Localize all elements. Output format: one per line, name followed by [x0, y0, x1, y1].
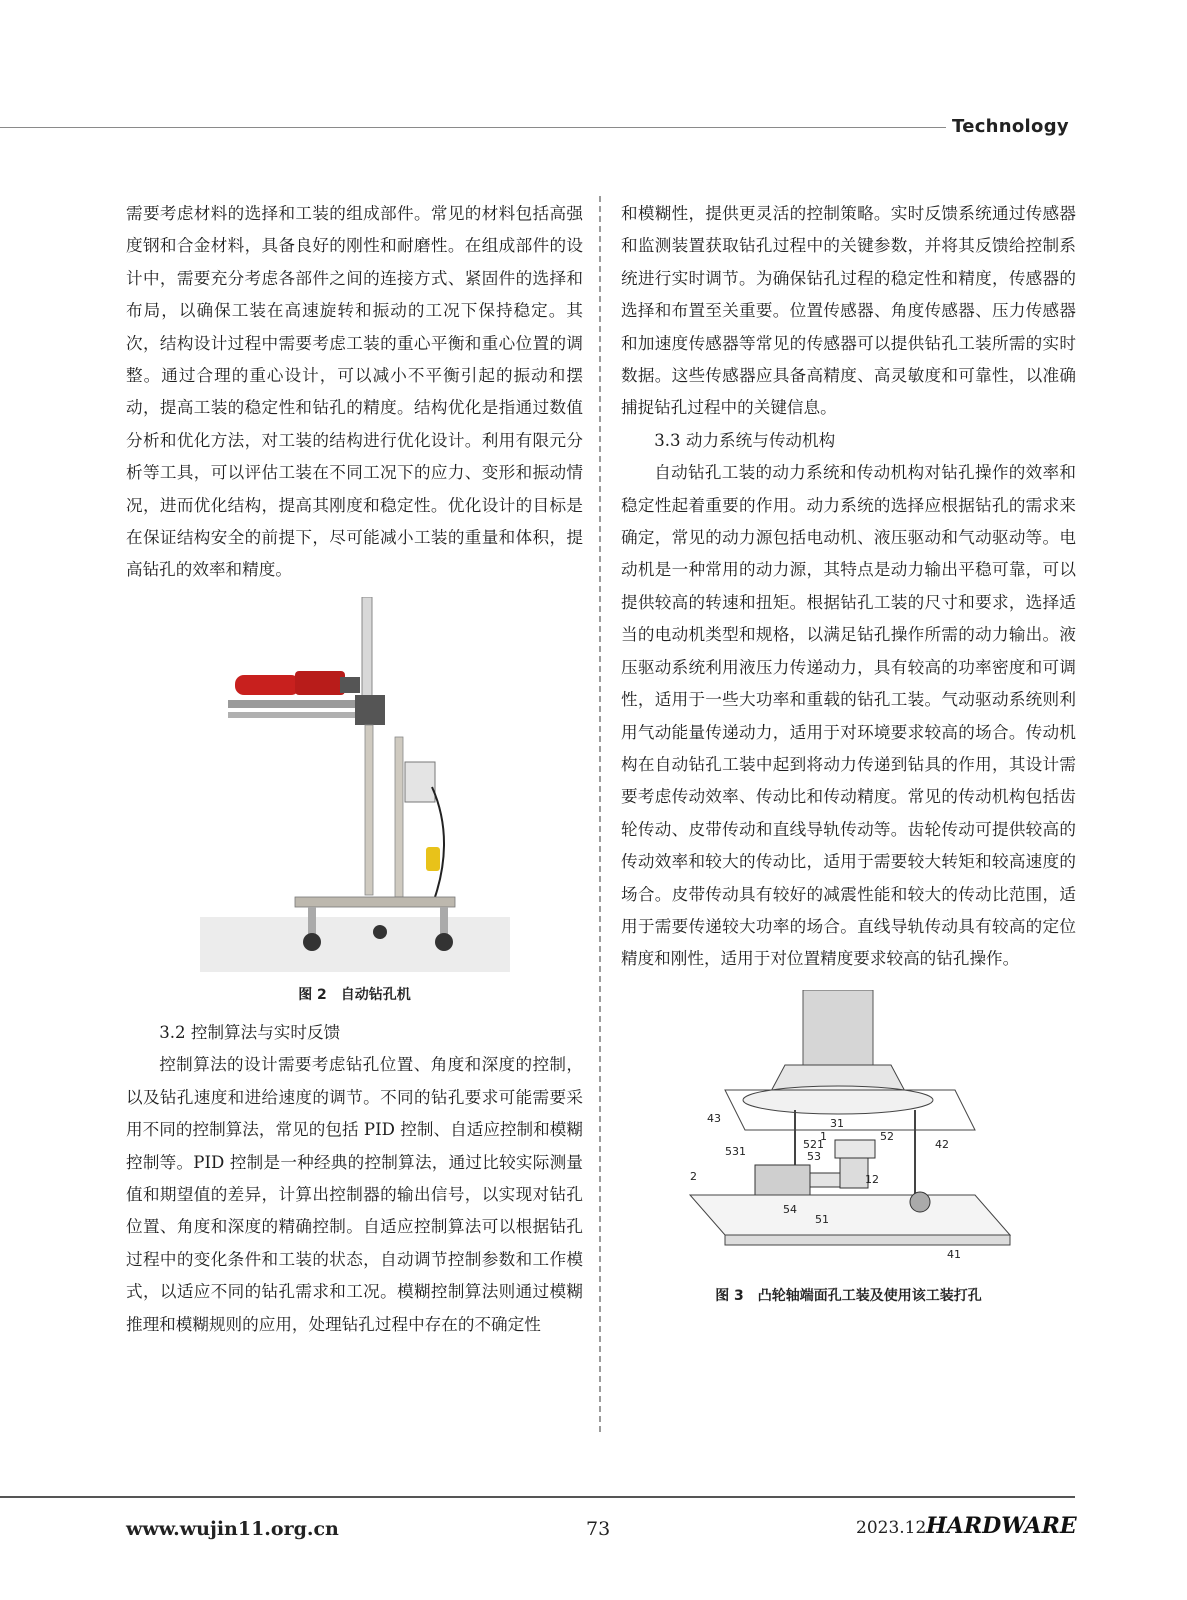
column-divider	[599, 196, 601, 1432]
callout-label: 12	[865, 1172, 879, 1186]
figure-2	[126, 587, 583, 1017]
callout-label: 521	[803, 1137, 824, 1151]
drilling-machine-photo	[200, 597, 510, 972]
footer-rule	[0, 1496, 1075, 1498]
fixture-drawing	[685, 990, 1015, 1265]
section-heading-3-3: 3.3 动力系统与传动机构	[654, 430, 836, 450]
section-header: Technology	[952, 116, 1069, 137]
magazine-name: HARDWARE	[926, 1513, 1077, 1539]
callout-label: 42	[935, 1137, 949, 1151]
paragraph: 和模糊性，提供更灵活的控制策略。实时反馈系统通过传感器和监测装置获取钻孔过程中的关键参数，并将其反馈给控制系统进行实时调节。为确保钻孔过程的稳定性和精度，传感器的选择和布置至关重要。位置传感器、角度传感器、压力传感器和加速度传感器等常见的传感器可以提供钻孔工装所需的实时数据。这些传感器应具备高精度、高灵敏度和可靠性，以准确捕捉钻孔过程中的关键信息。	[621, 204, 1076, 418]
callout-label: 51	[815, 1212, 829, 1226]
callout-label: 31	[830, 1116, 844, 1130]
callout-label: 1	[820, 1129, 827, 1143]
callout-label: 53	[807, 1149, 821, 1163]
page-number: 73	[586, 1518, 611, 1540]
callout-label: 43	[707, 1111, 721, 1125]
paragraph: 控制算法的设计需要考虑钻孔位置、角度和深度的控制，以及钻孔速度和进给速度的调节。不同的钻孔要求可能需要采用不同的控制算法，常见的包括 PID 控制、自适应控制和模糊控制等。PID 控制是一种经典的控制算法，通过比较实际测量值和期望值的差异，计算出控制器的输出信号，以实现对钻孔位置、角度和深度的精确控制。自适应控制算法可以根据钻孔过程中的变化条件和工装的状态，自动调节控制参数和工作模式，以适应不同的钻孔需求和工况。模糊控制算法则通过模糊推理和模糊规则的应用，处理钻孔过程中存在的不确定性	[126, 1055, 583, 1334]
callout-label: 54	[783, 1202, 797, 1216]
callout-label: 41	[947, 1247, 961, 1261]
footer-url: www.wujin11.org.cn	[126, 1518, 339, 1540]
figure-2-caption: 图 2 自动钻孔机	[298, 986, 411, 1003]
callout-label: 2	[690, 1169, 697, 1183]
header-rule	[0, 127, 946, 128]
paragraph: 需要考虑材料的选择和工装的组成部件。常见的材料包括高强度钢和合金材料，具备良好的刚性和耐磨性。在组成部件的设计中，需要充分考虑各部件之间的连接方式、紧固件的选择和布局，以确保工装在高速旋转和振动的工况下保持稳定。其次，结构设计过程中需要考虑工装的重心平衡和重心位置的调整。通过合理的重心设计，可以减小不平衡引起的振动和摆动，提高工装的稳定性和钻孔的精度。结构优化是指通过数值分析和优化方法，对工装的结构进行优化设计。利用有限元分析等工具，可以评估工装在不同工况下的应力、变形和振动情况，进而优化结构，提高其刚度和稳定性。优化设计的目标是在保证结构安全的前提下，尽可能减小工装的重量和体积，提高钻孔的效率和精度。	[126, 204, 583, 580]
right-column	[621, 198, 1076, 1320]
issue-date: 2023.12	[856, 1518, 927, 1538]
callout-label: 52	[880, 1129, 894, 1143]
paragraph: 自动钻孔工装的动力系统和传动机构对钻孔操作的效率和稳定性起着重要的作用。动力系统的选择应根据钻孔的需求来确定，常见的动力源包括电动机、液压驱动和气动驱动等。电动机是一种常用的动力源，其特点是动力输出平稳可靠，可以提供较高的转速和扭矩。根据钻孔工装的尺寸和要求，选择适当的电动机类型和规格，以满足钻孔操作所需的动力输出。液压驱动系统利用液压力传递动力，具有较高的功率密度和可调性，适用于一些大功率和重载的钻孔工装。气动驱动系统则利用气动能量传递动力，适用于对环境要求较高的场合。传动机构在自动钻孔工装中起到将动力传递到钻具的作用，其设计需要考虑传动效率、传动比和传动精度。常见的传动机构包括齿轮传动、皮带传动和直线导轨传动等。齿轮传动可提供较高的传动效率和较大的传动比，适用于需要较大转矩和较高速度的场合。皮带传动具有较好的减震性能和较大的传动比范围，适用于需要传递较大功率的场合。直线导轨传动具有较高的定位精度和刚性，适用于对位置精度要求较高的钻孔操作。	[621, 463, 1076, 969]
figure-3	[621, 990, 1076, 1320]
figure-3-caption: 图 3 凸轮轴端面孔工装及使用该工装打孔	[715, 1287, 982, 1304]
callout-label: 531	[725, 1144, 746, 1158]
left-column	[126, 198, 583, 1341]
section-heading-3-2: 3.2 控制算法与实时反馈	[159, 1022, 341, 1042]
